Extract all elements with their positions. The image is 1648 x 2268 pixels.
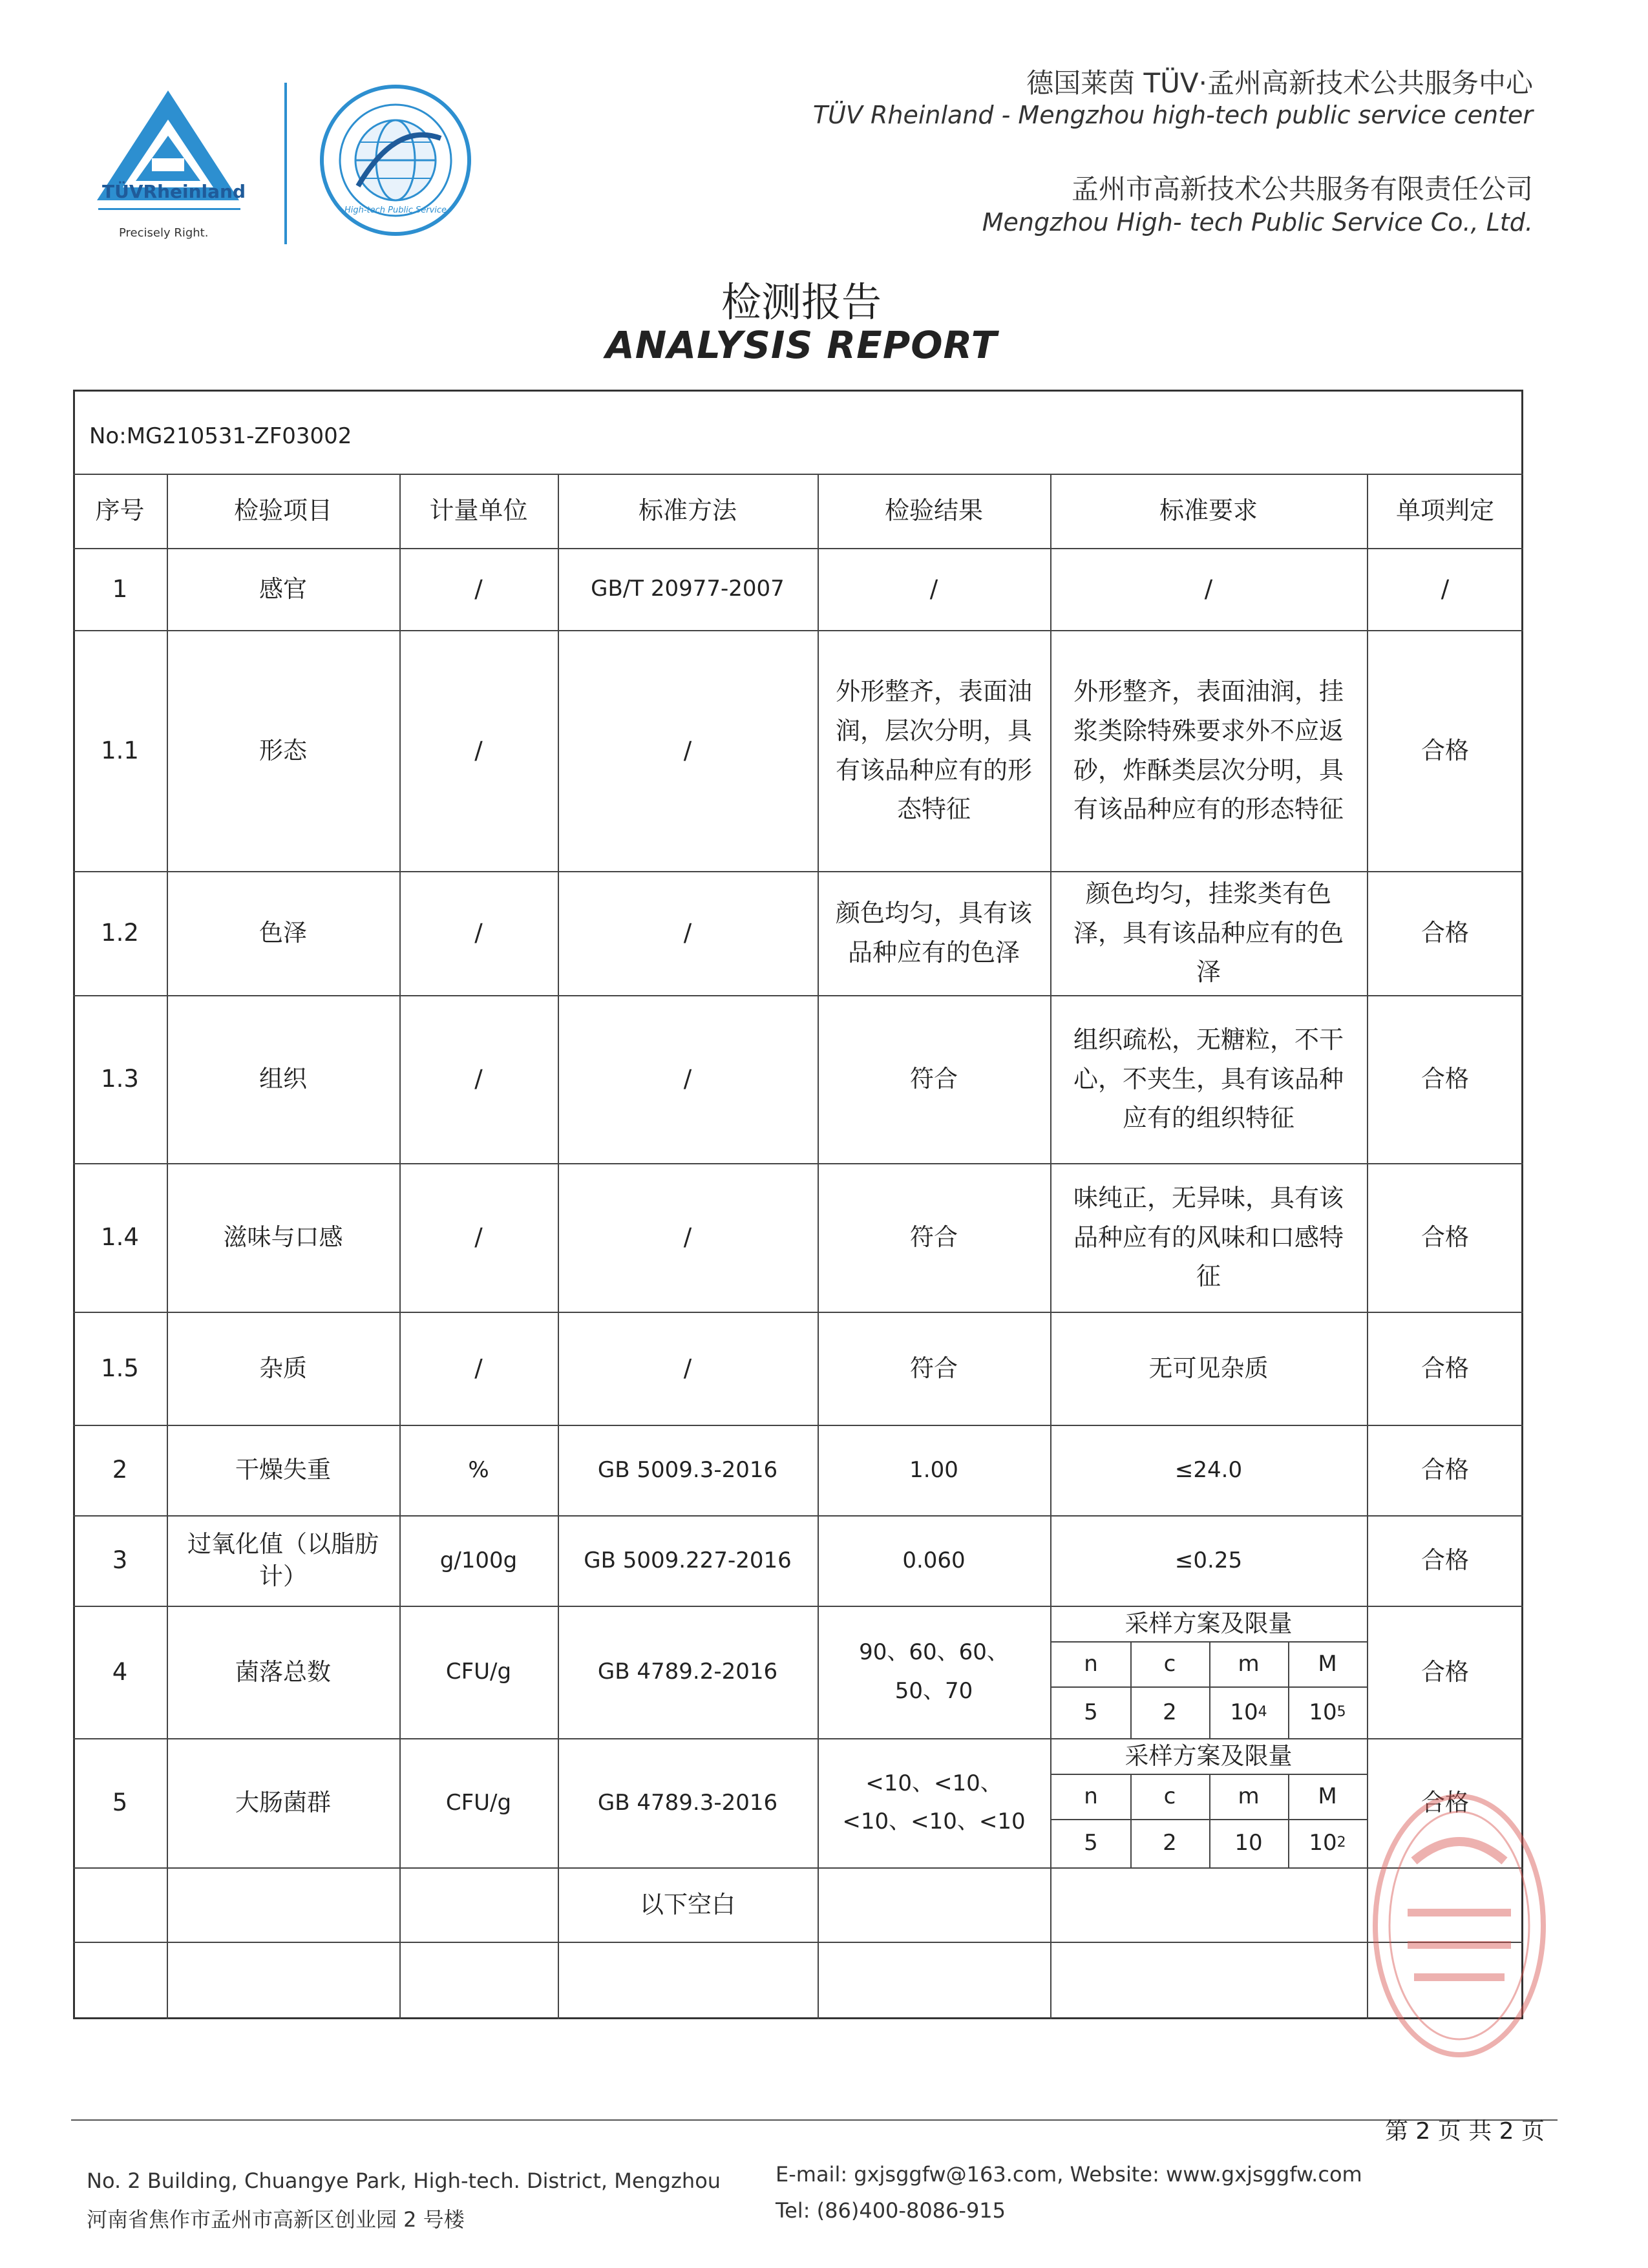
center-name-cn: 德国莱茵 TÜV·孟州高新技术公共服务中心 — [1026, 67, 1533, 99]
unit: / — [474, 1065, 483, 1093]
plan-value-c: 2 — [1163, 1699, 1177, 1725]
plan-header-c: c — [1163, 1783, 1176, 1809]
report-title-cn: 检测报告 — [721, 278, 882, 326]
contact-tel: Tel: (86)400-8086-915 — [776, 2198, 1006, 2223]
test-result: 符合 — [910, 1354, 958, 1382]
test-item: 形态 — [259, 736, 307, 764]
unit: g/100g — [439, 1547, 518, 1573]
stamp-icon — [1362, 1783, 1556, 2068]
test-result: <10、<10、<10、<10、<10 — [842, 1770, 1026, 1834]
plan-value-M: 10 5 — [1309, 1699, 1346, 1725]
standard-requirement: 无可见杂质 — [1148, 1354, 1269, 1382]
page-number: 第 2 页 共 2 页 — [1384, 2118, 1545, 2145]
test-result: 90、60、60、50、70 — [859, 1639, 1009, 1704]
address-en: No. 2 Building, Chuangye Park, High-tech. District, Mengzhou — [87, 2168, 721, 2193]
row-number: 1.4 — [101, 1223, 139, 1252]
unit: / — [474, 919, 483, 947]
plan-header-m: m — [1238, 1783, 1260, 1809]
test-item: 感官 — [259, 574, 307, 603]
unit: / — [474, 1354, 483, 1382]
judgement: / — [1441, 574, 1450, 603]
public-service-seal-logo — [318, 83, 473, 238]
standard-method: GB 5009.3-2016 — [597, 1456, 778, 1483]
row-number: 3 — [112, 1546, 128, 1575]
row-number: 1.3 — [101, 1065, 139, 1093]
test-result: 外形整齐，表面油润，层次分明，具有该品种应有的形态特征 — [835, 677, 1032, 824]
plan-value-n: 5 — [1084, 1830, 1098, 1856]
standard-requirement: ≤24.0 — [1174, 1456, 1243, 1483]
test-result: 符合 — [910, 1223, 958, 1252]
judgement: 合格 — [1421, 1657, 1469, 1686]
exponent: 2 — [1336, 1834, 1346, 1851]
column-header: 标准要求 — [1159, 496, 1258, 525]
unit: / — [474, 736, 483, 764]
tuv-brand-text: TÜVRheinland — [102, 181, 246, 202]
header-divider — [284, 83, 287, 244]
column-header: 计量单位 — [429, 496, 528, 525]
column-header: 检验项目 — [233, 496, 332, 525]
plan-header-M: M — [1318, 1650, 1337, 1677]
standard-method: / — [683, 1065, 692, 1093]
red-company-stamp — [1362, 1783, 1556, 2068]
sampling-plan-title: 采样方案及限量 — [1125, 1741, 1293, 1770]
test-item: 过氧化值（以脂肪计） — [187, 1530, 379, 1590]
standard-method: GB 4789.3-2016 — [597, 1789, 778, 1816]
standard-method: / — [683, 1354, 692, 1382]
footer-divider — [71, 2119, 1558, 2121]
company-name-en: Mengzhou High- tech Public Service Co., Ltd. — [982, 208, 1533, 236]
plan-value-c: 2 — [1163, 1830, 1177, 1856]
standard-requirement: ≤0.25 — [1174, 1547, 1243, 1573]
standard-requirement: 味纯正，无异味，具有该品种应有的风味和口感特征 — [1073, 1183, 1344, 1291]
report-title-en: ANALYSIS REPORT — [605, 323, 998, 367]
address-cn: 河南省焦作市孟州市高新区创业园 2 号楼 — [87, 2207, 465, 2232]
standard-method: GB/T 20977-2007 — [591, 576, 785, 602]
contact-email-website: E-mail: gxjsggfw@163.com, Website: www.gxjsggfw.com — [776, 2162, 1362, 2187]
standard-requirement: / — [1204, 574, 1213, 603]
row-number: 1.5 — [101, 1354, 139, 1382]
plan-header-m: m — [1238, 1650, 1260, 1677]
test-result: 1.00 — [909, 1456, 958, 1483]
standard-method: GB 4789.2-2016 — [597, 1659, 778, 1685]
row-number: 4 — [112, 1657, 128, 1686]
plan-header-M: M — [1318, 1783, 1337, 1809]
row-number: 1.1 — [101, 736, 139, 764]
test-item: 杂质 — [259, 1354, 307, 1382]
plan-header-c: c — [1163, 1650, 1176, 1677]
standard-requirement: 外形整齐，表面油润，挂浆类除特殊要求外不应返砂，炸酥类层次分明，具有该品种应有的形态特征 — [1073, 677, 1344, 824]
judgement: 合格 — [1421, 1546, 1469, 1575]
judgement: 合格 — [1421, 1789, 1469, 1817]
standard-requirement: 颜色均匀，挂浆类有色泽，具有该品种应有的色泽 — [1073, 879, 1344, 987]
seal-outer-text: High-tech Public Service — [344, 205, 447, 215]
test-result: 颜色均匀，具有该品种应有的色泽 — [835, 899, 1032, 967]
test-result: / — [929, 574, 938, 603]
tuv-rheinland-logo — [90, 84, 246, 252]
plan-value-m: 10 4 — [1230, 1699, 1267, 1725]
row-number: 5 — [112, 1789, 128, 1817]
test-item: 菌落总数 — [235, 1657, 331, 1686]
judgement: 合格 — [1421, 1065, 1469, 1093]
tuv-tagline: Precisely Right. — [119, 226, 209, 240]
standard-method: / — [683, 736, 692, 764]
row-number: 1 — [112, 574, 128, 603]
company-name-cn: 孟州市高新技术公共服务有限责任公司 — [1071, 173, 1533, 205]
standard-method: / — [683, 919, 692, 947]
judgement: 合格 — [1421, 736, 1469, 764]
plan-value-M: 10 2 — [1309, 1830, 1346, 1856]
plan-value-n: 5 — [1084, 1699, 1098, 1725]
exponent: 4 — [1258, 1703, 1267, 1720]
blank-note: 以下空白 — [640, 1890, 735, 1918]
test-item: 大肠菌群 — [235, 1789, 331, 1817]
sampling-plan-title: 采样方案及限量 — [1125, 1609, 1293, 1637]
standard-requirement: 组织疏松，无糖粒，不干心，不夹生，具有该品种应有的组织特征 — [1073, 1025, 1344, 1133]
judgement: 合格 — [1421, 1223, 1469, 1252]
judgement: 合格 — [1421, 1354, 1469, 1382]
test-result: 符合 — [910, 1065, 958, 1093]
unit: CFU/g — [445, 1789, 512, 1816]
table-divider — [73, 1942, 1523, 1943]
column-header: 检验结果 — [884, 496, 983, 525]
exponent: 5 — [1336, 1703, 1346, 1720]
judgement: 合格 — [1421, 919, 1469, 947]
unit: CFU/g — [445, 1659, 512, 1685]
report-number: No:MG210531-ZF03002 — [89, 423, 352, 449]
column-header: 标准方法 — [638, 496, 737, 525]
plan-value-m: 10 — [1234, 1830, 1263, 1856]
test-item: 色泽 — [259, 919, 307, 947]
row-number: 1.2 — [101, 919, 139, 947]
test-item: 干燥失重 — [235, 1456, 331, 1484]
standard-method: / — [683, 1223, 692, 1252]
judgement: 合格 — [1421, 1456, 1469, 1484]
center-name-en: TÜV Rheinland - Mengzhou high-tech public service center — [812, 101, 1533, 129]
unit: / — [474, 574, 483, 603]
unit: % — [468, 1456, 489, 1483]
column-header: 序号 — [95, 496, 145, 525]
standard-method: GB 5009.227-2016 — [584, 1547, 792, 1573]
test-item: 组织 — [259, 1065, 307, 1093]
test-item: 滋味与口感 — [223, 1223, 343, 1252]
plan-header-n: n — [1084, 1650, 1098, 1677]
column-header: 单项判定 — [1395, 496, 1494, 525]
row-number: 2 — [112, 1456, 128, 1484]
unit: / — [474, 1223, 483, 1252]
plan-header-n: n — [1084, 1783, 1098, 1809]
tuv-underline — [98, 208, 240, 210]
test-result: 0.060 — [902, 1547, 966, 1573]
